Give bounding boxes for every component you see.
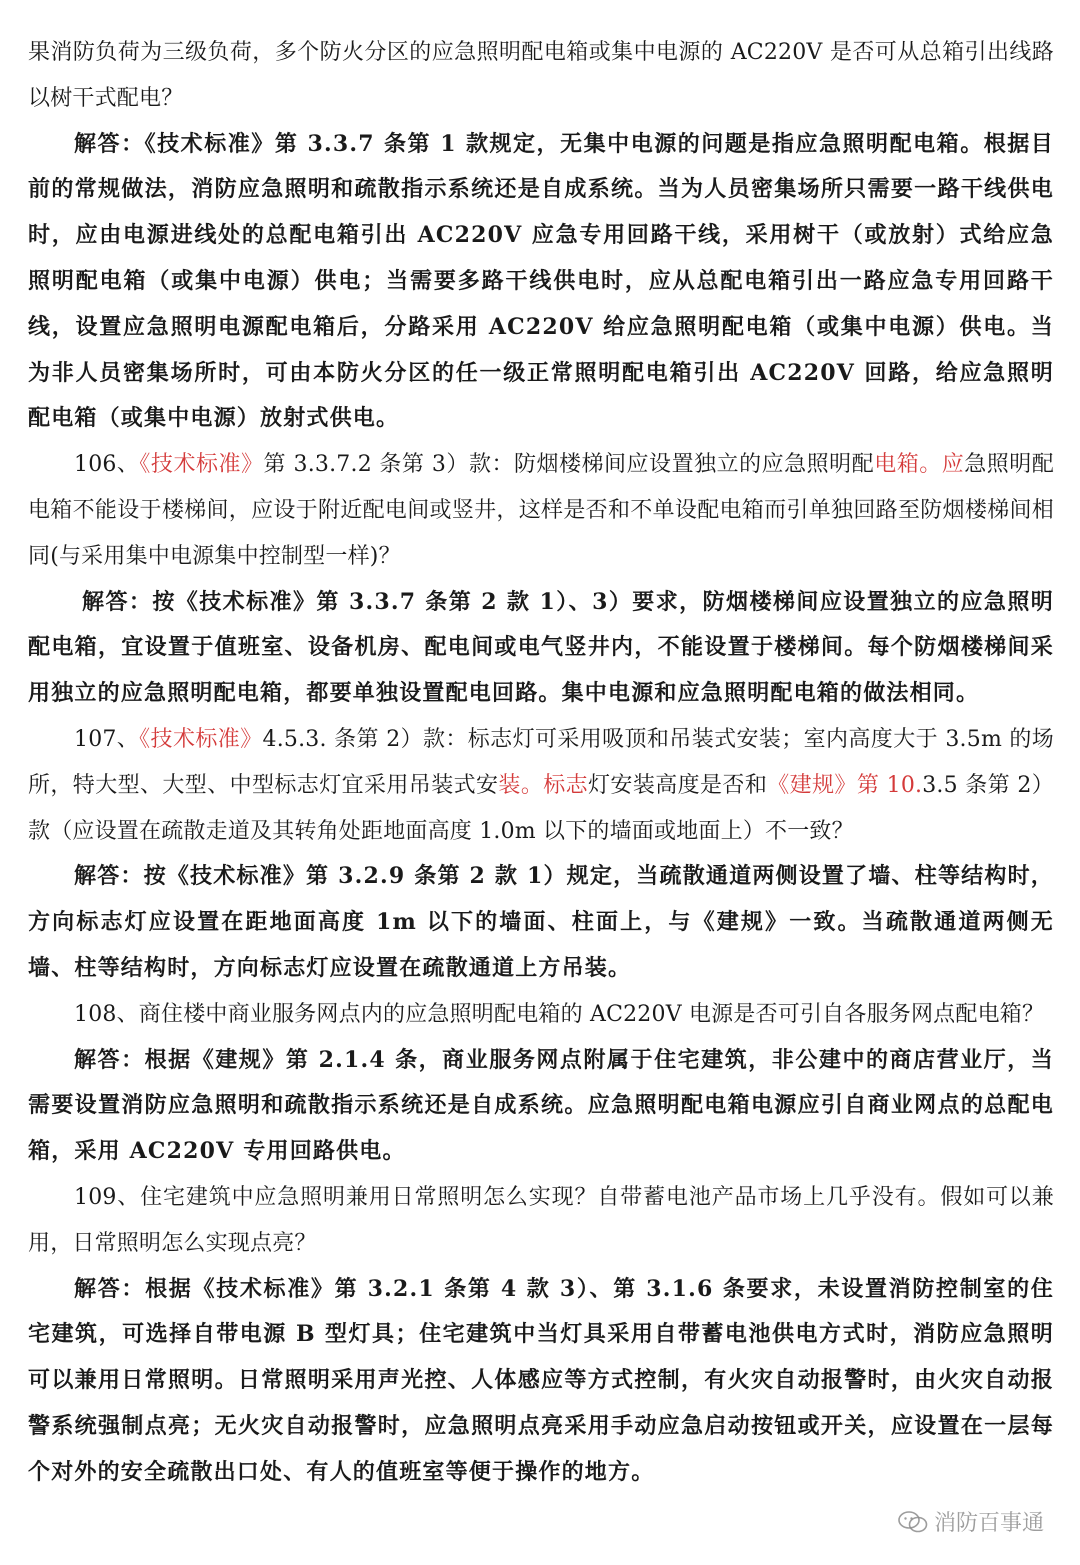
question-paragraph: [28, 30, 1054, 122]
text-segment: 解答：按《技术标准》第 3.3.7 条第 2 款 1）、3）要求，防烟楼梯间应设置独立的应急照明配电箱，宜设置于值班室、设备机房、配电间或电气竖井内，不能设置于楼梯间。每个防烟楼梯间采用独立的应急照明配电箱，都要单独设置配电回路。集中电源和应急照明配电箱的做法相同。: [28, 588, 1054, 707]
document-body: [28, 30, 1054, 1496]
highlighted-text: 装。标志: [498, 772, 589, 798]
highlighted-text: 《技术标准》: [139, 726, 263, 752]
text-segment: 解答：根据《建规》第 2.1.4 条，商业服务网点附属于住宅建筑，非公建中的商店营业厅，当需要设置消防应急照明和疏散指示系统还是自成系统。应急照明配电箱电源应引自商业网点的总配电箱，采用 AC220V 专用回路供电。: [28, 1046, 1054, 1165]
text-segment: 108、商住楼中商业服务网点内的应急照明配电箱的 AC220V 电源是否可引自各服务网点配电箱？: [74, 1001, 1045, 1027]
highlighted-text: 《技术标准》: [139, 452, 264, 478]
highlighted-text: 电箱。应: [874, 452, 965, 478]
text-segment: 解答：《技术标准》第 3.3.7 条第 1 款规定，无集中电源的问题是指应急照明配电箱。根据目前的常规做法，消防应急照明和疏散指示系统还是自成系统。当为人员密集场所只需要一路干线供电时，应由电源进线处的总配电箱引出 AC220V 应急专用回路干线，采用树干（或放射）式给应急照明配电箱（或集中电源）供电；当需要多路干线供电时，应从总配电箱引出一路应急专用回路干线，设置应急照明电源配电箱后，分路采用 AC220V 给应急照明配电箱（或集中电源）供电。当为非人员密集场所时，可由本防火分区的任一级正常照明配电箱引出 AC220V 回路，给应急照明配电箱（或集中电源）放射式供电。: [28, 130, 1054, 432]
text-segment: 灯安装高度是否和: [588, 772, 768, 798]
text-segment: 果消防负荷为三级负荷，多个防火分区的应急照明配电箱或集中电源的 AC220V 是否可从总箱引出线路以树干式配电？: [28, 40, 1054, 111]
text-segment: 109、住宅建筑中应急照明兼用日常照明怎么实现？自带蓄电池产品市场上几乎没有。假如可以兼用，日常照明怎么实现点亮？: [28, 1184, 1054, 1256]
text-segment: 106、: [74, 452, 140, 478]
question-paragraph: [28, 992, 1054, 1038]
text-segment: 4.5.3. 条第 2）款：标志灯可采用吸顶和吊装式安装；室内高度大于 3.5m 的场所，特大型、大型、中型标志灯宜采用吊装式安: [28, 726, 1054, 798]
answer-paragraph: [28, 1038, 1054, 1175]
text-segment: 解答：按《技术标准》第 3.2.9 条第 2 款 1）规定，当疏散通道两侧设置了墙、柱等结构时，方向标志灯应设置在距地面高度 1m 以下的墙面、柱面上，与《建规》一致。当疏散通道两侧无墙、柱等结构时，方向标志灯应设置在疏散通道上方吊装。: [28, 863, 1054, 981]
text-segment: 急照明配电箱不能设于楼梯间，应设于附近配电间或竖井，这样是否和不单设配电箱而引单独回路至防烟楼梯间相同(与采用集中电源集中控制型一样)？: [28, 452, 1054, 569]
highlighted-text: 《建规》第 10.: [767, 772, 923, 798]
watermark-text: 消防百事通: [933, 1511, 1044, 1536]
question-paragraph: [28, 442, 1054, 579]
answer-paragraph: [28, 1267, 1054, 1496]
text-segment: 解答：根据《技术标准》第 3.2.1 条第 4 款 3）、第 3.1.6 条要求，未设置消防控制室的住宅建筑，可选择自带电源 B 型灯具；住宅建筑中当灯具采用自带蓄电池供电方式时，消防应急照明可以兼用日常照明。日常照明采用声光控、人体感应等方式控制，有火灾自动报警时，由火灾自动报警系统强制点亮；无火灾自动报警时，应急照明点亮采用手动应急启动按钮或开关，应设置在一层每个对外的安全疏散出口处、有人的值班室等便于操作的地方。: [28, 1275, 1054, 1485]
text-segment: 107、: [74, 726, 140, 752]
answer-paragraph: [28, 854, 1054, 991]
question-paragraph: [28, 1175, 1054, 1267]
text-segment: 第 3.3.7.2 条第 3）款：防烟楼梯间应设置独立的应急照明配: [263, 452, 875, 478]
answer-paragraph: [28, 580, 1054, 717]
text-segment: 3.5 条第 2）款（应设置在疏散走道及其转角处距地面高度 1.0m 以下的墙面或地面上）不一致？: [28, 772, 1054, 844]
watermark: [898, 1506, 1044, 1537]
answer-paragraph: [28, 122, 1054, 443]
question-paragraph: [28, 717, 1054, 854]
wechat-icon: [898, 1511, 928, 1533]
